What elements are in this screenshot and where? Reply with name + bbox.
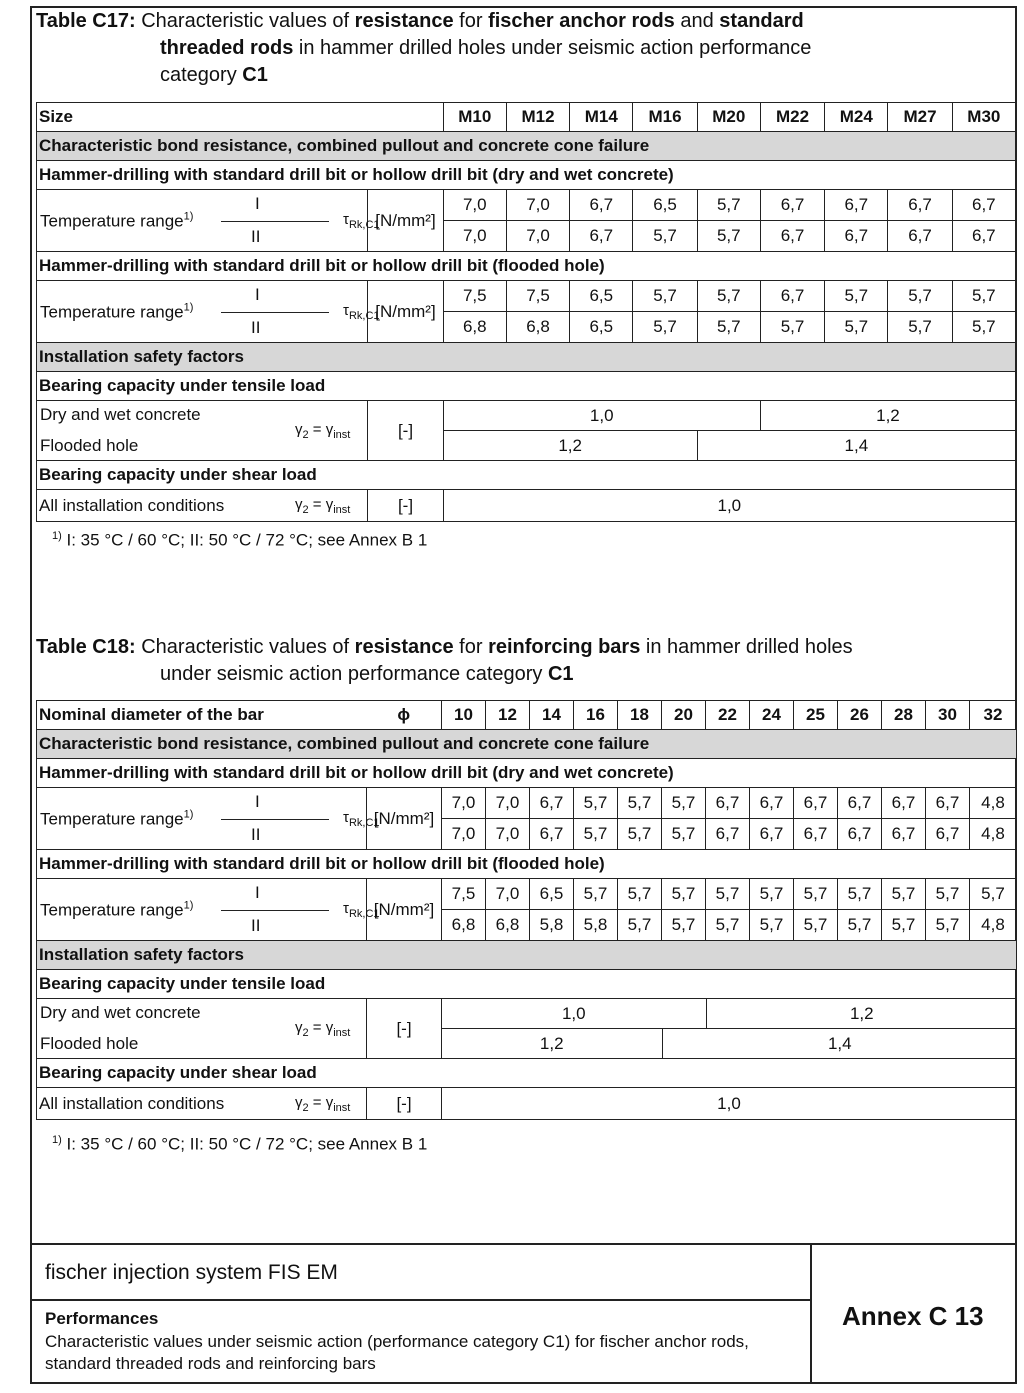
subsection-flooded: Hammer-drilling with standard drill bit or hollow drill bit (flooded hole) <box>37 252 1016 281</box>
value-cell: 7,0 7,0 <box>486 788 530 850</box>
value-cell: 6,7 6,7 <box>750 788 794 850</box>
footer-vertical-divider <box>810 1245 812 1384</box>
value-cell: 6,7 5,7 <box>760 281 824 343</box>
value-cell: 5,7 5,7 <box>662 788 706 850</box>
value-cell: 5,7 5,7 <box>697 281 760 343</box>
subsection-dry-wet: Hammer-drilling with standard drill bit or hollow drill bit (dry and wet concrete) <box>37 161 1016 190</box>
value-cell: 6,7 6,7 <box>838 788 882 850</box>
tensile-dry-value-b: 1,2 <box>706 999 1017 1029</box>
value-cell: 5,7 5,7 <box>838 879 882 941</box>
diameter-cell: 30 <box>926 701 970 730</box>
value-cell: 5,7 5,7 <box>662 879 706 941</box>
diameter-cell: 26 <box>838 701 882 730</box>
subsection-tensile: Bearing capacity under tensile load <box>37 970 1017 999</box>
tensile-dry-value-b: 1,2 <box>760 401 1015 431</box>
unit-cell: [N/mm²] <box>368 190 443 252</box>
size-cell: M16 <box>633 103 697 132</box>
tensile-dry-value-a: 1,0 <box>444 401 761 431</box>
value-cell: 7,0 7,0 <box>442 788 486 850</box>
value-cell: 5,7 5,7 <box>633 281 697 343</box>
section-bond-resistance: Characteristic bond resistance, combined pullout and concrete cone failure <box>37 132 1016 161</box>
unit-cell: [N/mm²] <box>367 788 442 850</box>
size-cell: M10 <box>443 103 506 132</box>
value-cell: 5,7 5,8 <box>574 879 618 941</box>
value-cell: 7,5 6,8 <box>443 281 506 343</box>
footer-horizontal-divider <box>30 1299 810 1301</box>
table-c18-footnote: $^{1)}$ I: 35 °C / 60 °C; II: 50 °C / 72 °C; see Annex B 1 <box>52 1134 428 1154</box>
size-cell: M12 <box>506 103 569 132</box>
unit-cell: [-] <box>368 490 443 522</box>
value-cell: 5,7 5,7 <box>618 788 662 850</box>
value-cell: 7,0 7,0 <box>443 190 506 252</box>
value-cell: 5,7 5,7 <box>825 281 888 343</box>
annex-label: Annex C 13 <box>842 1301 984 1331</box>
value-cell: 6,5 5,8 <box>530 879 574 941</box>
subsection-shear: Bearing capacity under shear load <box>37 461 1016 490</box>
value-cell: 5,7 5,7 <box>618 879 662 941</box>
diameter-cell: 18 <box>618 701 662 730</box>
value-cell: 5,7 5,7 <box>888 281 952 343</box>
unit-cell: [-] <box>368 401 443 461</box>
shear-value: 1,0 <box>442 1088 1017 1120</box>
system-name: fischer injection system FIS EM <box>45 1261 338 1284</box>
document-footer <box>30 1243 1017 1384</box>
size-cell: M20 <box>697 103 760 132</box>
value-cell: 6,7 6,7 <box>794 788 838 850</box>
value-cell: 6,7 6,7 <box>888 190 952 252</box>
value-cell: 4,8 4,8 <box>970 788 1017 850</box>
table-c17-footnote: $^{1)}$ I: 35 °C / 60 °C; II: 50 °C / 72 °C; see Annex B 1 <box>52 530 428 550</box>
temperature-range-label: Temperature range$^{1)}$ I II $\tau_{Rk,C1}$ <box>37 281 368 343</box>
value-cell: 6,7 6,7 <box>825 190 888 252</box>
temperature-range-label: Temperature range$^{1)}$ I II $\tau_{Rk,C1}$ <box>37 879 367 941</box>
table-c17 <box>36 102 1016 522</box>
table-c18-caption: Table C18: Characteristic values of resistance for reinforcing bars in hammer drilled holes under seismic action performance category C1 <box>36 636 853 685</box>
diameter-cell: 14 <box>530 701 574 730</box>
section-safety-factors: Installation safety factors <box>37 941 1017 970</box>
tensile-flooded-value-b: 1,4 <box>844 435 869 455</box>
subsection-flooded: Hammer-drilling with standard drill bit or hollow drill bit (flooded hole) <box>37 850 1017 879</box>
shear-value: 1,0 <box>443 490 1015 522</box>
diameter-header-row <box>37 701 1017 730</box>
value-cell: 6,7 6,7 <box>706 788 750 850</box>
section-bond-resistance: Characteristic bond resistance, combined pullout and concrete cone failure <box>37 730 1017 759</box>
tensile-values <box>442 999 1017 1059</box>
unit-cell: [-] <box>367 1088 442 1120</box>
diameter-cell: 20 <box>662 701 706 730</box>
size-cell: M24 <box>825 103 888 132</box>
value-cell: 5,7 5,7 <box>706 879 750 941</box>
value-cell: 6,7 6,7 <box>926 788 970 850</box>
shear-conditions-label: All installation conditions $\gamma_2 = \gamma_{inst}$ <box>37 1088 367 1120</box>
value-cell: 5,7 5,7 <box>750 879 794 941</box>
unit-cell: [-] <box>367 999 442 1059</box>
subsection-tensile: Bearing capacity under tensile load <box>37 372 1016 401</box>
value-cell: 6,7 6,7 <box>882 788 926 850</box>
value-cell: 6,7 6,7 <box>952 190 1015 252</box>
tensile-flooded-value-a: 1,2 <box>442 1029 662 1059</box>
value-cell: 5,7 5,7 <box>926 879 970 941</box>
value-cell: 5,7 5,7 <box>794 879 838 941</box>
tensile-dry-value-a: 1,0 <box>442 999 706 1029</box>
diameter-cell: 12 <box>486 701 530 730</box>
tensile-flooded-value-a: 1,2 <box>444 431 698 461</box>
performances-description: Characteristic values under seismic action (performance category C1) for fischer anchor rods, standard threaded rods and reinforcing bars <box>45 1332 749 1373</box>
subsection-dry-wet: Hammer-drilling with standard drill bit or hollow drill bit (dry and wet concrete) <box>37 759 1017 788</box>
tensile-conditions-label: Dry and wet concrete Flooded hole $\gamma_2 = \gamma_{inst}$ <box>37 401 368 461</box>
diameter-cell: 32 <box>970 701 1017 730</box>
value-cell: 5,7 5,7 <box>952 281 1015 343</box>
value-cell: 7,0 7,0 <box>506 190 569 252</box>
diameter-cell: 24 <box>750 701 794 730</box>
diameter-label: Nominal diameter of the bar <box>37 701 367 730</box>
value-cell: 5,7 4,8 <box>970 879 1017 941</box>
table-c18 <box>36 700 1017 1120</box>
value-cell: 5,7 5,7 <box>882 879 926 941</box>
size-header-row <box>37 103 1016 132</box>
size-cell: M14 <box>570 103 633 132</box>
unit-cell: [N/mm²] <box>367 879 442 941</box>
value-cell: 7,0 6,8 <box>486 879 530 941</box>
value-cell: 6,5 6,5 <box>570 281 633 343</box>
performances-title: Performances <box>45 1309 159 1328</box>
section-safety-factors: Installation safety factors <box>37 343 1016 372</box>
diameter-cell: 25 <box>794 701 838 730</box>
size-cell: M30 <box>952 103 1015 132</box>
shear-conditions-label: All installation conditions $\gamma_2 = \gamma_{inst}$ <box>37 490 368 522</box>
value-cell: 6,7 6,7 <box>530 788 574 850</box>
subsection-shear: Bearing capacity under shear load <box>37 1059 1017 1088</box>
value-cell: 5,7 5,7 <box>697 190 760 252</box>
value-cell: 6,7 6,7 <box>570 190 633 252</box>
diameter-cell: 10 <box>442 701 486 730</box>
value-cell: 7,5 6,8 <box>442 879 486 941</box>
value-cell: 6,7 6,7 <box>760 190 824 252</box>
diameter-cell: 22 <box>706 701 750 730</box>
unit-cell: [N/mm²] <box>368 281 443 343</box>
phi-symbol: ϕ <box>367 701 442 730</box>
size-cell: M22 <box>760 103 824 132</box>
size-cell: M27 <box>888 103 952 132</box>
tensile-conditions-label: Dry and wet concrete Flooded hole $\gamma_2 = \gamma_{inst}$ <box>37 999 367 1059</box>
table-c17-caption: Table C17: Characteristic values of resistance for fischer anchor rods and standard threaded rods in hammer drilled holes under seismic action performance category C1 <box>36 10 812 86</box>
diameter-cell: 16 <box>574 701 618 730</box>
diameter-cell: 28 <box>882 701 926 730</box>
size-label: Size <box>37 103 444 132</box>
value-cell: 6,5 5,7 <box>633 190 697 252</box>
tensile-flooded-value-b: 1,4 <box>827 1033 852 1053</box>
tensile-values <box>443 401 1015 461</box>
temperature-range-label: Temperature range$^{1)}$ I II $\tau_{Rk,C1}$ <box>37 788 367 850</box>
temperature-range-label: Temperature range$^{1)}$ I II $\tau_{Rk,C1}$ <box>37 190 368 252</box>
value-cell: 7,5 6,8 <box>506 281 569 343</box>
value-cell: 5,7 5,7 <box>574 788 618 850</box>
